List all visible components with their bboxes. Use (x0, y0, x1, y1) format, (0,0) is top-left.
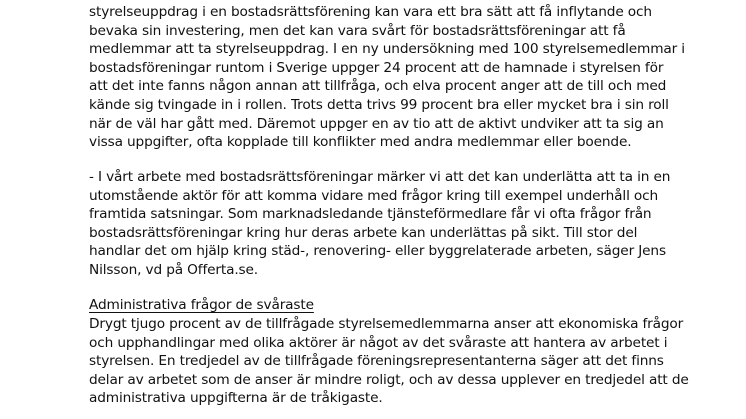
text-line: bostadsrättsföreningar kring hur deras arbete kan underlättas på sikt. Till stor del (89, 224, 638, 241)
text-line: utomstående aktör för att komma vidare med frågor kring till exempel underhåll och (89, 187, 659, 204)
text-line: Drygt tjugo procent av de tillfrågade styrelsemedlemmarna anser att ekonomiska frågor (89, 316, 684, 332)
text-line: bevaka sin investering, men det kan vara svårt för bostadsrättsföreningar att få (89, 22, 626, 39)
text-line: medlemmar att ta styrelseuppdrag. I en ny undersökning med 100 styrelsemedlemmar i (89, 41, 685, 58)
text-line: kände sig tvingade in i rollen. Trots detta trivs 99 procent bra eller mycket bra i sin roll (89, 96, 669, 113)
paragraph-board-membership (89, 3, 685, 152)
section-heading-text: Administrativa frågor de svåraste (89, 297, 314, 313)
text-line: bostadsföreningar runtom i Sverige uppger 24 procent att de hamnade i styrelsen för (89, 59, 664, 76)
text-line: och upphandlingar med olika aktörer är något av det svåraste att hantera av arbetet i (89, 334, 668, 351)
text-line: när de väl har gått med. Däremot uppger en av tio att de aktivt undviker att ta sig an (89, 115, 664, 132)
text-line: styrelsen. En tredjedel av de tillfrågade föreningsrepresentanterna säger att det finns (89, 353, 664, 370)
text-line: - I vårt arbete med bostadsrättsföreningar märker vi att det kan underlätta att ta in en (89, 169, 671, 185)
paragraph-administrative (89, 315, 689, 408)
text-line: delar av arbetet som de anser är mindre roligt, och av dessa upplever en tredjedel att de (89, 371, 689, 388)
section-heading (89, 296, 669, 315)
text-line: Nilsson, vd på Offerta.se. (89, 261, 258, 278)
text-line: vissa uppgifter, ofta kopplade till konflikter med andra medlemmar eller boende. (89, 134, 632, 151)
text-line: handlar det om hjälp kring städ-, renovering- eller byggrelaterade arbeten, säger Jens (89, 243, 666, 260)
text-line: att det inte fanns någon annan att tillfråga, och elva procent anger att de till och med (89, 78, 667, 95)
text-line: framtida satsningar. Som marknadsledande tjänsteförmedlare får vi ofta frågor från (89, 206, 652, 223)
text-line: styrelseuppdrag i en bostadsrättsförening kan vara ett bra sätt att få inflytande och (89, 4, 652, 20)
text-line: administrativa uppgifterna är de tråkigaste. (89, 390, 383, 407)
paragraph-quote (89, 168, 669, 280)
